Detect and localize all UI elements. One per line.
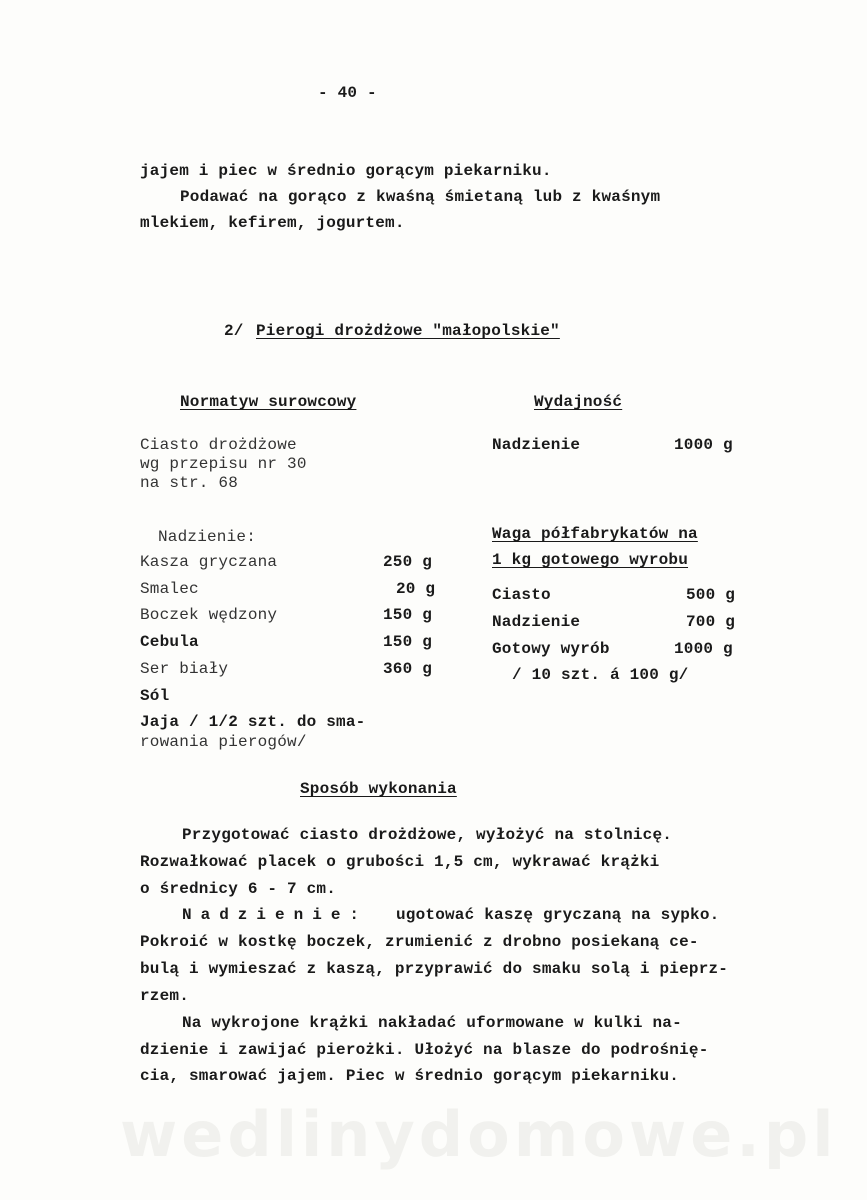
recipe-title: Pierogi drożdżowe "małopolskie" xyxy=(256,322,560,340)
wydajnosc-amount: 1000 g xyxy=(674,436,733,454)
waga-heading-1: Waga półfabrykatów na xyxy=(492,525,698,543)
intro-line-3: mlekiem, kefirem, jogurtem. xyxy=(140,214,405,232)
normatyw-heading: Normatyw surowcowy xyxy=(180,393,357,411)
filling-label: Nadzienie: xyxy=(158,528,257,546)
waga-name: Gotowy wyrób xyxy=(492,640,610,658)
method-line: dzienie i zawijać pierożki. Ułożyć na blasze do podrośnię- xyxy=(140,1041,709,1059)
ingredient-amount: 150 g xyxy=(383,606,433,624)
ingredient-amount: 20 g xyxy=(396,580,436,598)
method-line: Pokroić w kostkę boczek, zrumienić z drobno posiekaną ce- xyxy=(140,933,699,951)
waga-name: Nadzienie xyxy=(492,613,581,631)
recipe-title-number: 2/ xyxy=(224,322,244,340)
ingredient-name: Boczek wędzony xyxy=(140,606,278,624)
ingredient-name: Cebula xyxy=(140,633,199,651)
eggs-line-2: rowania pierogów/ xyxy=(140,733,307,751)
ingredient-name: Smalec xyxy=(140,580,199,598)
ingredient-amount: 150 g xyxy=(383,633,433,651)
dough-line-1: Ciasto drożdżowe xyxy=(140,436,297,454)
method-line: ugotować kaszę gryczaną na sypko. xyxy=(396,906,720,924)
method-line: Na wykrojone krążki nakładać uformowane w kulki na- xyxy=(182,1014,682,1032)
waga-note: / 10 szt. á 100 g/ xyxy=(512,666,689,684)
waga-name: Ciasto xyxy=(492,586,551,604)
waga-amount: 700 g xyxy=(686,613,736,631)
dough-line-3: na str. 68 xyxy=(140,474,239,492)
intro-line-1: jajem i piec w średnio gorącym piekarniku. xyxy=(140,162,552,180)
ingredient-name: Ser biały xyxy=(140,660,229,678)
wydajnosc-heading: Wydajność xyxy=(534,393,623,411)
waga-heading-2: 1 kg gotowego wyrobu xyxy=(492,551,689,569)
ingredient-amount: 250 g xyxy=(383,553,433,571)
method-line: bulą i wymieszać z kaszą, przyprawić do smaku solą i pieprz- xyxy=(140,960,729,978)
method-line: cia, smarować jajem. Piec w średnio gorącym piekarniku. xyxy=(140,1067,680,1085)
page-number: - 40 - xyxy=(318,84,377,102)
eggs-line-1: Jaja / 1/2 szt. do sma- xyxy=(140,713,366,731)
ingredient-name: Sól xyxy=(140,687,170,705)
waga-amount: 500 g xyxy=(686,586,736,604)
dough-line-2: wg przepisu nr 30 xyxy=(140,455,307,473)
method-line: Rozwałkować placek o grubości 1,5 cm, wykrawać krążki xyxy=(140,853,660,871)
intro-line-2: Podawać na gorąco z kwaśną śmietaną lub z kwaśnym xyxy=(180,188,661,206)
method-heading: Sposób wykonania xyxy=(300,780,457,798)
ingredient-amount: 360 g xyxy=(383,660,433,678)
waga-amount: 1000 g xyxy=(674,640,733,658)
wydajnosc-name: Nadzienie xyxy=(492,436,581,454)
method-line: o średnicy 6 - 7 cm. xyxy=(140,880,337,898)
watermark: wedlinydomowe.pl xyxy=(120,1098,838,1171)
ingredient-name: Kasza gryczana xyxy=(140,553,278,571)
method-line: rzem. xyxy=(140,987,190,1005)
nadzienie-label: Nadzienie: xyxy=(182,906,369,924)
method-line: Przygotować ciasto drożdżowe, wyłożyć na stolnicę. xyxy=(182,826,673,844)
